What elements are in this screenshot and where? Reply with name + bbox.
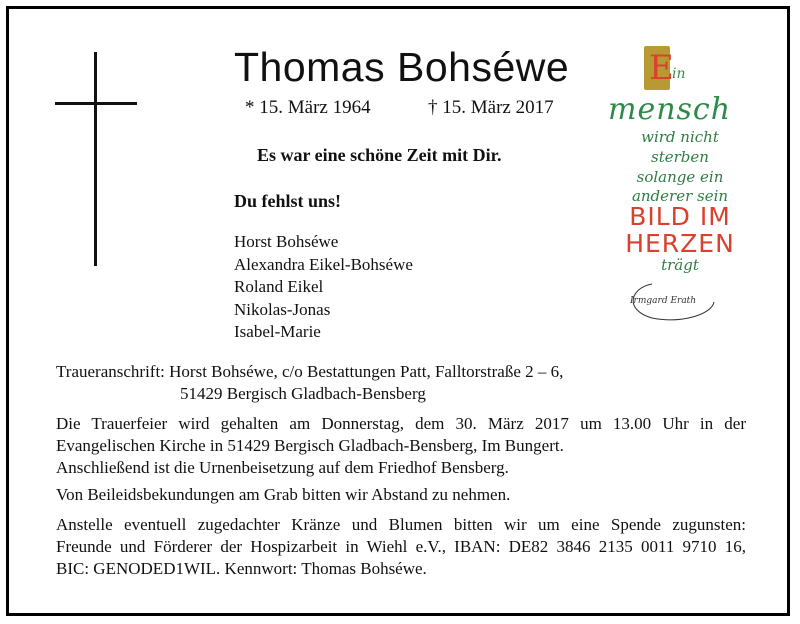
mourner-name: Alexandra Eikel-Bohséwe (234, 254, 413, 274)
paragraph-line: Freunde und Förderer der Hospizarbeit in Wiehl e.V., IBAN: DE82 3846 2135 0011 9710 16, (56, 537, 746, 556)
mourner-name: Horst Bohséwe (234, 232, 339, 251)
death-date: † 15. März 2017 (428, 97, 554, 118)
poem-line: sterben (651, 148, 709, 166)
cross-icon (94, 52, 97, 266)
paragraph-line: Von Beileidsbekundungen am Grab bitten wir Abstand zu nehmen. (56, 485, 511, 504)
poem-initial: E (649, 48, 674, 88)
funeral-paragraph (56, 413, 746, 479)
poem-line: wird nicht (641, 128, 719, 146)
poem-line: solange ein (636, 168, 724, 186)
miss-you-line: Du fehlst uns! (234, 191, 342, 211)
condolences-paragraph (56, 484, 746, 506)
mourners-list (234, 231, 413, 344)
paragraph-line: Anschließend ist die Urnenbeisetzung auf dem Friedhof Bensberg. (56, 458, 509, 477)
poem-author: Irmgard Erath (630, 296, 697, 306)
motto: Es war eine schöne Zeit mit Dir. (257, 145, 502, 165)
mourner-name: Nikolas-Jonas (234, 299, 331, 319)
poem-line: trägt (661, 256, 699, 274)
mourner-name: Roland Eikel (234, 277, 324, 296)
paragraph-line: Anstelle eventuell zugedachter Kränze und Blumen bitten wir um eine Spende zugunsten: (56, 515, 746, 534)
poem-line-red: HERZEN (625, 229, 735, 258)
deceased-name: Thomas Bohséwe (234, 44, 570, 90)
paragraph-line: BIC: GENODED1WIL. Kennwort: Thomas Bohséwe. (56, 559, 427, 578)
mourner-name: Isabel-Marie (234, 322, 321, 341)
poem-line: mensch (608, 92, 732, 127)
poem-line-red: BILD IM (629, 202, 731, 231)
birth-date: * 15. März 1964 (245, 97, 371, 118)
donation-paragraph (56, 514, 746, 580)
paragraph-line: Die Trauerfeier wird gehalten am Donnerstag, dem 30. März 2017 um 13.00 Uhr in der (56, 414, 746, 433)
cross-icon-bar (55, 102, 137, 105)
paragraph-line: Evangelischen Kirche in 51429 Bergisch Gladbach-Bensberg, Im Bungert. (56, 436, 564, 455)
poem-line: in (672, 66, 686, 82)
mourning-address-city: 51429 Bergisch Gladbach-Bensberg (180, 384, 426, 403)
poem-calligraphy (600, 42, 760, 332)
mourning-address: Traueranschrift: Horst Bohséwe, c/o Bestattungen Patt, Falltorstraße 2 – 6, (56, 362, 564, 381)
poem-line: anderer sein (631, 187, 729, 205)
poem-initial-block (644, 46, 674, 90)
